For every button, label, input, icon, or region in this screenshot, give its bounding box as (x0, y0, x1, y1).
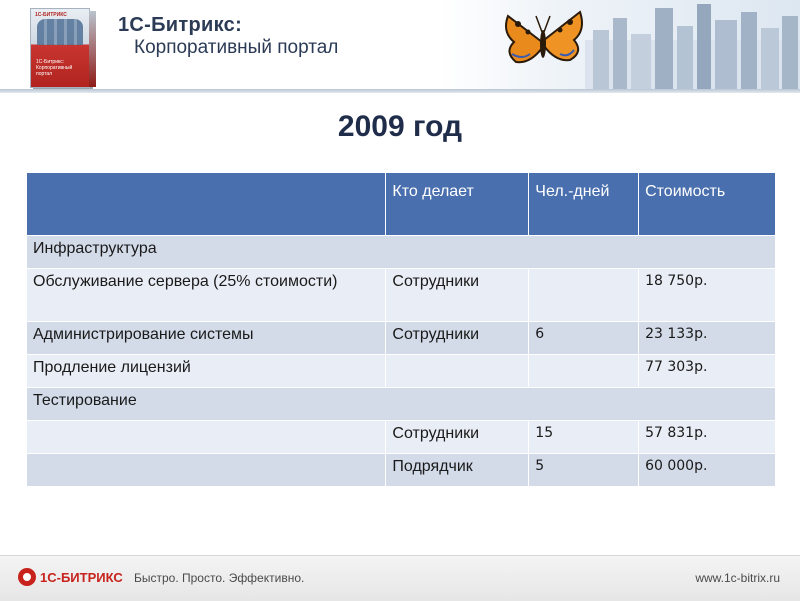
table-row (27, 355, 776, 388)
section-label: Инфраструктура (27, 236, 776, 269)
row-who (386, 355, 529, 388)
section-label: Тестирование (27, 388, 776, 421)
footer-slogan: Быстро. Просто. Эффективно. (134, 571, 305, 585)
table-section-row (27, 236, 776, 269)
row-cost: 57 831р. (639, 421, 776, 454)
cost-table (26, 172, 776, 487)
column-header: Чел.-дней (529, 173, 639, 236)
row-cost: 77 303р. (639, 355, 776, 388)
row-days: 5 (529, 454, 639, 487)
row-name (27, 421, 386, 454)
header-divider (0, 89, 800, 93)
row-days: 6 (529, 322, 639, 355)
box-mini-label: 1С-БИТРИКС (35, 12, 67, 18)
row-cost: 18 750р. (639, 269, 776, 322)
product-box-side (89, 11, 96, 87)
row-cost: 60 000р. (639, 454, 776, 487)
row-who: Сотрудники (386, 269, 529, 322)
bitrix-logo-icon (18, 568, 36, 586)
row-name: Администрирование системы (27, 322, 386, 355)
box-people-graphic (37, 19, 83, 45)
column-header: Стоимость (639, 173, 776, 236)
table-header-row (27, 173, 776, 236)
footer (0, 555, 800, 601)
footer-logo-text: 1С-БИТРИКС (40, 570, 123, 585)
row-who: Подрядчик (386, 454, 529, 487)
slide-title: 2009 год (337, 110, 463, 143)
column-header (27, 173, 386, 236)
column-header: Кто делает (386, 173, 529, 236)
table-row (27, 269, 776, 322)
product-box-icon (30, 8, 90, 88)
brand-subtitle: Корпоративный портал (134, 37, 339, 58)
row-name (27, 454, 386, 487)
row-who: Сотрудники (386, 421, 529, 454)
table-row (27, 421, 776, 454)
footer-url-link[interactable]: www.1c-bitrix.ru (695, 571, 780, 585)
row-cost: 23 133р. (639, 322, 776, 355)
header-banner (0, 0, 800, 90)
table-row (27, 322, 776, 355)
row-name: Продление лицензий (27, 355, 386, 388)
row-days: 15 (529, 421, 639, 454)
row-who: Сотрудники (386, 322, 529, 355)
table-row (27, 454, 776, 487)
row-days (529, 269, 639, 322)
table-section-row (27, 388, 776, 421)
brand-title: 1С-Битрикс: (118, 14, 243, 36)
row-days (529, 355, 639, 388)
box-caption: 1С-Битрикс: Корпоративный портал (36, 59, 73, 77)
butterfly-icon (500, 2, 586, 76)
row-name: Обслуживание сервера (25% стоимости) (27, 269, 386, 322)
city-skyline-icon (585, 0, 800, 90)
